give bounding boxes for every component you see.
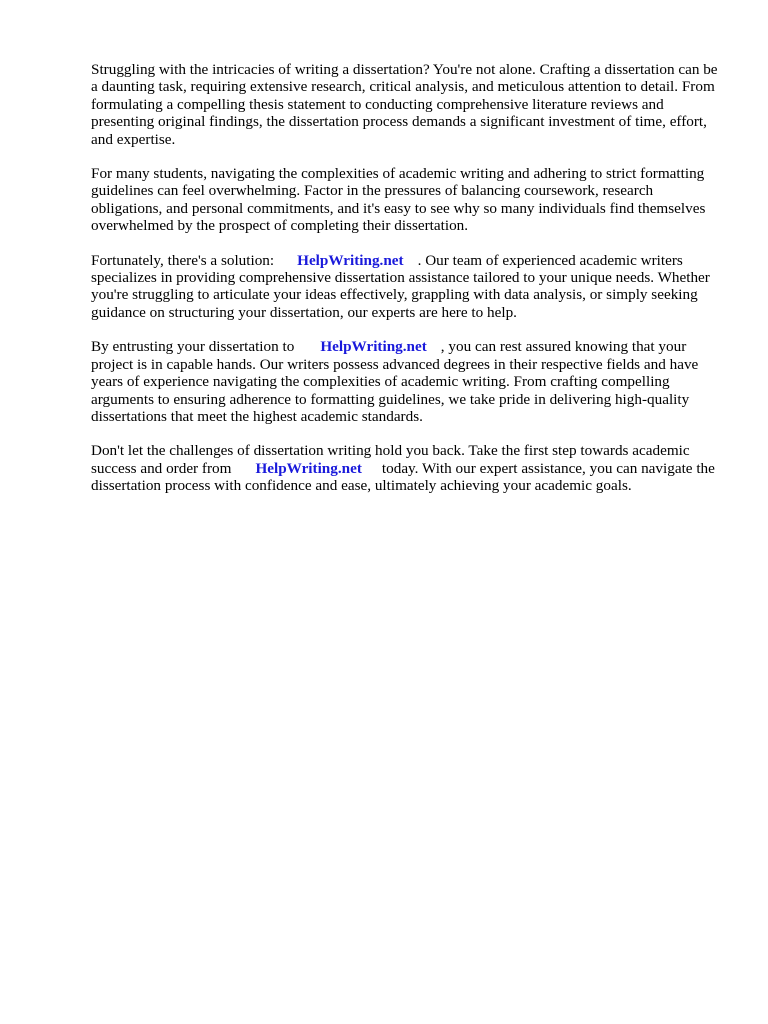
paragraph-cta-lead: Don't let the challenges of dissertation writing hold you back. Take the first step towards academic success and order from bbox=[91, 442, 690, 477]
paragraph-solution bbox=[91, 252, 727, 322]
paragraph-call-to-action bbox=[91, 442, 727, 494]
helpwriting-link[interactable]: HelpWriting.net bbox=[297, 251, 404, 269]
paragraph-challenges: For many students, navigating the complexities of academic writing and adhering to strict formatting guidelines can feel overwhelming. Factor in the pressures of balancing coursework, research obligations, and personal commitments, and it's easy to see why so many individuals find themselves overwhelmed by the prospect of completing their dissertation. bbox=[91, 165, 706, 235]
helpwriting-link[interactable]: HelpWriting.net bbox=[320, 338, 427, 356]
paragraph-trust-rest: , you can rest assured knowing that your project is in capable hands. Our writers possess advanced degrees in their respective fields and have years of experience navigating the complexities of academic writing. From crafting compelling arguments to ensuring adherence to formatting guidelines, we take pride in delivering high-quality dissertations that meet the highest academic standards. bbox=[91, 338, 699, 425]
document-body bbox=[91, 61, 727, 512]
paragraph-solution-lead: Fortunately, there's a solution: bbox=[91, 251, 275, 269]
helpwriting-link[interactable]: HelpWriting.net bbox=[255, 459, 362, 477]
paragraph-solution-rest: . Our team of experienced academic writers specializes in providing comprehensive dissertation assistance tailored to your unique needs. Whether you're struggling to articulate your ideas effectively, grappling with data analysis, or simply seeking guidance on structuring your dissertation, our experts are here to help. bbox=[91, 251, 710, 321]
paragraph-trust bbox=[91, 338, 727, 425]
paragraph-intro: Struggling with the intricacies of writing a dissertation? You're not alone. Crafting a dissertation can be a daunting task, requiring extensive research, critical analysis, and meticulous attention to detail. From formulating a compelling thesis statement to conducting comprehensive literature reviews and presenting original findings, the dissertation process demands a significant investment of time, effort, and expertise. bbox=[91, 61, 718, 148]
paragraph-cta-rest: today. With our expert assistance, you can navigate the dissertation process with confidence and ease, ultimately achieving your academic goals. bbox=[91, 459, 715, 495]
paragraph-trust-lead: By entrusting your dissertation to bbox=[91, 338, 295, 356]
